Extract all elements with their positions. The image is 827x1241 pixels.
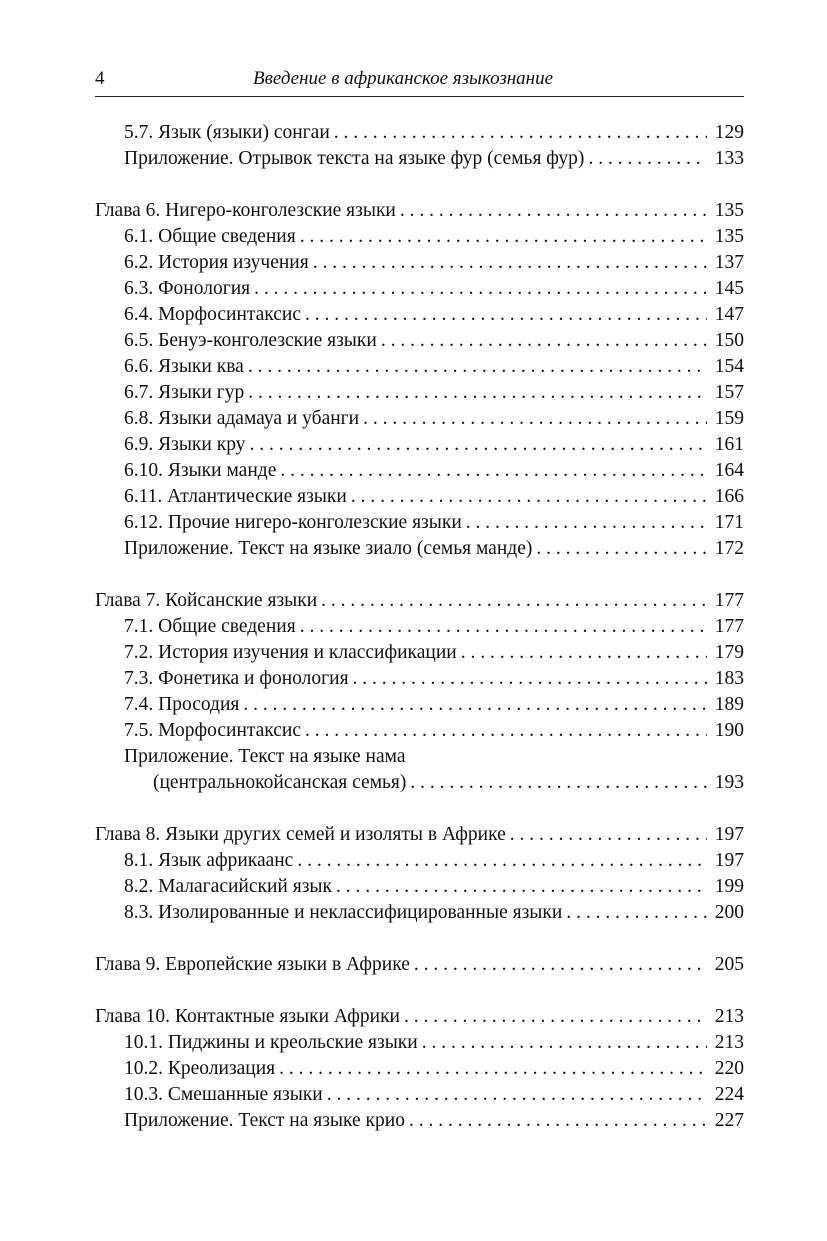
toc-entry-page: 189 bbox=[714, 694, 744, 715]
toc-entry-page: 164 bbox=[714, 460, 744, 481]
page-number: 4 bbox=[95, 68, 105, 89]
toc-entry-title: 6.5. Бенуэ-конголезские языки bbox=[124, 330, 377, 351]
toc-entry-title: 10.2. Креолизация bbox=[124, 1058, 276, 1079]
toc-entry-page: 193 bbox=[714, 772, 744, 793]
toc-chapter-entry[interactable] bbox=[95, 952, 744, 978]
toc-entry-title: 7.4. Просодия bbox=[124, 694, 240, 715]
dot-leader bbox=[313, 250, 707, 276]
toc-entry-title: 6.12. Прочие нигеро-конголезские языки bbox=[124, 512, 462, 533]
toc-entry-title: 6.1. Общие сведения bbox=[124, 226, 296, 247]
toc-entry-title: 8.2. Малагасийский язык bbox=[124, 876, 332, 897]
toc-entry-title: Приложение. Текст на языке зиало (семья манде) bbox=[124, 538, 533, 559]
toc-entry-title: 8.3. Изолированные и неклассифицированные языки bbox=[124, 902, 563, 923]
dot-leader bbox=[404, 1004, 707, 1030]
toc-section-entry[interactable] bbox=[95, 302, 744, 328]
toc-entry-title: Глава 9. Европейские языки в Африке bbox=[95, 954, 410, 975]
toc-entry-page: 159 bbox=[714, 408, 744, 429]
toc-entry-page: 135 bbox=[714, 226, 744, 247]
dot-leader bbox=[536, 536, 707, 562]
section-gap bbox=[95, 796, 744, 822]
toc-section-entry[interactable] bbox=[95, 614, 744, 640]
dot-leader bbox=[280, 458, 707, 484]
toc-section-entry[interactable] bbox=[95, 640, 744, 666]
dot-leader bbox=[381, 328, 707, 354]
toc-section-entry[interactable] bbox=[95, 1082, 744, 1108]
toc-entry-title: 6.7. Языки гур bbox=[124, 382, 245, 403]
toc-entry-page: 166 bbox=[714, 486, 744, 507]
dot-leader bbox=[400, 198, 707, 224]
section-gap bbox=[95, 562, 744, 588]
dot-leader bbox=[300, 614, 707, 640]
toc-section-entry[interactable] bbox=[95, 432, 744, 458]
toc-entry-title: 6.11. Атлантические языки bbox=[124, 486, 347, 507]
toc-section-entry[interactable] bbox=[95, 718, 744, 744]
dot-leader bbox=[414, 952, 707, 978]
toc-entry-page: 213 bbox=[714, 1006, 744, 1027]
toc-entry-title: 6.9. Языки кру bbox=[124, 434, 246, 455]
toc-entry-title: 6.4. Морфосинтаксис bbox=[124, 304, 302, 325]
toc-entry-title: 6.10. Языки манде bbox=[124, 460, 277, 481]
toc-entry-page: 224 bbox=[714, 1084, 744, 1105]
toc-entry-title: 5.7. Язык (языки) сонгаи bbox=[124, 122, 330, 143]
toc-section-entry[interactable] bbox=[95, 1030, 744, 1056]
toc-entry-title: 7.1. Общие сведения bbox=[124, 616, 296, 637]
toc-entry-title: 7.2. История изучения и классификации bbox=[124, 642, 457, 663]
toc-chapter-entry[interactable] bbox=[95, 588, 744, 614]
dot-leader bbox=[466, 510, 707, 536]
running-header bbox=[95, 66, 744, 97]
toc-section-entry[interactable] bbox=[95, 380, 744, 406]
toc-entry-page: 137 bbox=[714, 252, 744, 273]
toc-section-entry[interactable] bbox=[95, 536, 744, 562]
toc-entry-page: 197 bbox=[714, 824, 744, 845]
toc-entry-page: 177 bbox=[714, 590, 744, 611]
dot-leader bbox=[336, 874, 707, 900]
toc-entry-title: Глава 6. Нигеро-конголезские языки bbox=[95, 200, 396, 221]
dot-leader bbox=[422, 1030, 707, 1056]
dot-leader bbox=[351, 484, 707, 510]
toc-entry-title: 6.6. Языки ква bbox=[124, 356, 244, 377]
running-title: Введение в африканское языкознание bbox=[253, 68, 554, 89]
toc-section-entry[interactable] bbox=[95, 250, 744, 276]
toc-section-entry[interactable] bbox=[95, 224, 744, 250]
toc-chapter-entry[interactable] bbox=[95, 1004, 744, 1030]
toc-section-entry[interactable] bbox=[95, 900, 744, 926]
toc-entry-title: 7.3. Фонетика и фонология bbox=[124, 668, 349, 689]
toc-entry-page: 183 bbox=[714, 668, 744, 689]
section-gap bbox=[95, 978, 744, 1004]
toc-entry-title: 6.8. Языки адамауа и убанги bbox=[124, 408, 360, 429]
section-gap bbox=[95, 172, 744, 198]
dot-leader bbox=[588, 146, 707, 172]
toc-section-entry[interactable] bbox=[95, 484, 744, 510]
toc-entry-page: 154 bbox=[714, 356, 744, 377]
toc-entry-page: 179 bbox=[714, 642, 744, 663]
dot-leader bbox=[305, 302, 707, 328]
toc-entry-title: Глава 8. Языки других семей и изоляты в Африке bbox=[95, 824, 506, 845]
dot-leader bbox=[248, 354, 707, 380]
toc-entry-title: 6.3. Фонология bbox=[124, 278, 251, 299]
dot-leader bbox=[249, 432, 707, 458]
toc-entry-title: 8.1. Язык африкаанс bbox=[124, 850, 294, 871]
toc-entry-page: 227 bbox=[714, 1110, 744, 1131]
toc-entry-page: 172 bbox=[714, 538, 744, 559]
toc-section-entry[interactable] bbox=[95, 406, 744, 432]
toc-section-entry[interactable] bbox=[95, 120, 744, 146]
toc-entry-title: (центральнокойсанская семья) bbox=[153, 772, 407, 793]
toc-entry-page: 199 bbox=[714, 876, 744, 897]
toc-section-entry[interactable] bbox=[95, 146, 744, 172]
dot-leader bbox=[510, 822, 707, 848]
toc-section-entry[interactable] bbox=[95, 328, 744, 354]
toc-entry-page: 190 bbox=[714, 720, 744, 741]
toc-section-entry[interactable] bbox=[95, 276, 744, 302]
dot-leader bbox=[363, 406, 707, 432]
toc-section-entry[interactable] bbox=[95, 874, 744, 900]
toc-entry-title: Глава 7. Койсанские языки bbox=[95, 590, 318, 611]
dot-leader bbox=[254, 276, 707, 302]
toc-entry-title: 6.2. История изучения bbox=[124, 252, 309, 273]
toc-section-entry[interactable] bbox=[95, 1108, 744, 1134]
dot-leader bbox=[327, 1082, 707, 1108]
toc-chapter-entry[interactable] bbox=[95, 822, 744, 848]
toc-entry-page: 150 bbox=[714, 330, 744, 351]
toc-entry-page: 135 bbox=[714, 200, 744, 221]
toc-entry-page: 177 bbox=[714, 616, 744, 637]
toc-section-entry[interactable] bbox=[95, 458, 744, 484]
toc-entry-title: Глава 10. Контактные языки Африки bbox=[95, 1006, 400, 1027]
toc-section-entry[interactable] bbox=[95, 510, 744, 536]
toc-section-entry[interactable] bbox=[95, 770, 744, 796]
toc-entry-page: 213 bbox=[714, 1032, 744, 1053]
toc-entry-title: Приложение. Текст на языке крио bbox=[124, 1110, 405, 1131]
toc-entry-page: 129 bbox=[714, 122, 744, 143]
table-of-contents bbox=[95, 120, 744, 1134]
toc-chapter-entry[interactable] bbox=[95, 198, 744, 224]
dot-leader bbox=[243, 692, 707, 718]
toc-entry-title: Приложение. Текст на языке нама bbox=[124, 746, 406, 767]
toc-entry-page: 197 bbox=[714, 850, 744, 871]
toc-section-entry[interactable] bbox=[95, 354, 744, 380]
toc-entry-title: 7.5. Морфосинтаксис bbox=[124, 720, 302, 741]
toc-entry-page: 161 bbox=[714, 434, 744, 455]
toc-entry-page: 147 bbox=[714, 304, 744, 325]
section-gap bbox=[95, 926, 744, 952]
dot-leader bbox=[300, 224, 707, 250]
toc-entry-page: 133 bbox=[714, 148, 744, 169]
toc-section-entry[interactable] bbox=[95, 1056, 744, 1082]
dot-leader bbox=[297, 848, 707, 874]
dot-leader bbox=[334, 120, 707, 146]
toc-section-entry[interactable] bbox=[95, 848, 744, 874]
toc-entry-page: 157 bbox=[714, 382, 744, 403]
dot-leader bbox=[566, 900, 707, 926]
dot-leader bbox=[305, 718, 707, 744]
toc-entry-page: 171 bbox=[714, 512, 744, 533]
toc-section-entry[interactable] bbox=[95, 666, 744, 692]
toc-entry-page: 200 bbox=[714, 902, 744, 923]
dot-leader bbox=[248, 380, 707, 406]
dot-leader bbox=[410, 770, 707, 796]
toc-section-entry[interactable] bbox=[95, 744, 744, 770]
toc-section-entry[interactable] bbox=[95, 692, 744, 718]
toc-entry-title: Приложение. Отрывок текста на языке фур (семья фур) bbox=[124, 148, 585, 169]
toc-entry-title: 10.1. Пиджины и креольские языки bbox=[124, 1032, 418, 1053]
dot-leader bbox=[353, 666, 707, 692]
dot-leader bbox=[279, 1056, 707, 1082]
dot-leader bbox=[409, 1108, 707, 1134]
toc-entry-page: 205 bbox=[714, 954, 744, 975]
toc-entry-page: 220 bbox=[714, 1058, 744, 1079]
toc-entry-title: 10.3. Смешанные языки bbox=[124, 1084, 323, 1105]
dot-leader bbox=[461, 640, 707, 666]
dot-leader bbox=[321, 588, 707, 614]
toc-entry-page: 145 bbox=[714, 278, 744, 299]
